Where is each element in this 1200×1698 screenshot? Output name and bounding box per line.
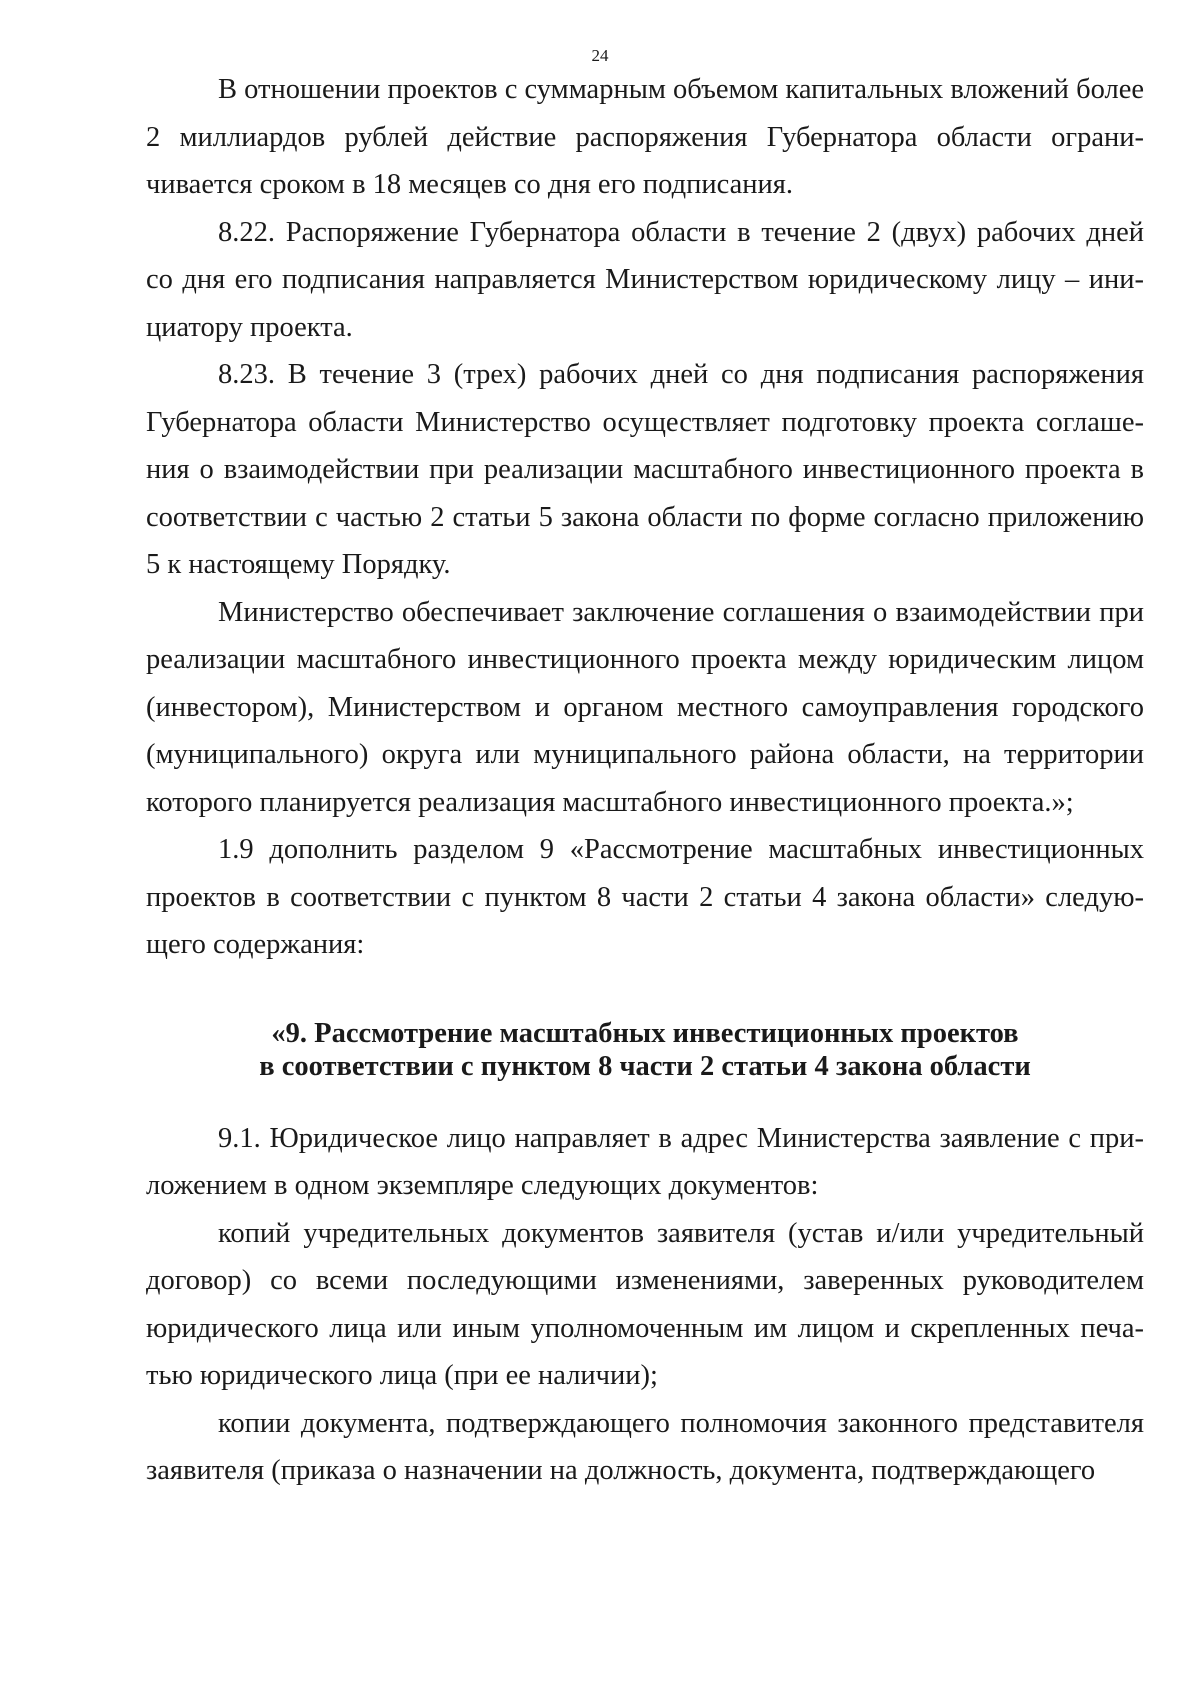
paragraph-representative-authority: копии документа, подтверждающего полномочия законного представителя заявителя (приказа о назначении на должность, документа, подтверждающего	[146, 1407, 1144, 1486]
section-9-heading	[146, 1017, 1144, 1083]
paragraph-8-23: 8.23. В течение 3 (трех) рабочих дней со дня подписания распоряжения Губернатора области Министерство осуществляет подготовку проекта соглашения о взаимодействии при реализации масштабного инвестиционного проекта в соответствии с частью 2 статьи 5 закона области по форме согласно приложению 5 к настоящему Порядку.	[146, 359, 1144, 580]
paragraph-ministry-agreement: Министерство обеспечивает заключение соглашения о взаимодействии при реализации масштабного инвестиционного проекта между юридическим лицом (инвестором), Министерством и органом местного самоуправления городского (муниципального) округа или муниципального района области, на территории которого планируется реализация масштабного инвестиционного проекта.»;	[146, 596, 1144, 818]
paragraph-capital-investment-limit: В отношении проектов с суммарным объемом капитальных вложений более 2 миллиардов рублей действие распоряжения Губернатора области ограничивается сроком в 18 месяцев со дня его подписания.	[146, 74, 1144, 200]
spacer	[146, 1083, 1144, 1115]
page-number: 24	[591, 46, 609, 65]
spacer	[146, 969, 1144, 1017]
paragraph-1-9: 1.9 дополнить разделом 9 «Рассмотрение масштабных инвестиционных проектов в соответствии с пунктом 8 части 2 статьи 4 закона области» следующего содержания:	[146, 834, 1144, 960]
section-heading-line-2: в соответствии с пунктом 8 части 2 статьи 4 закона области	[259, 1050, 1031, 1082]
document-body	[146, 66, 1144, 1495]
paragraph-8-22: 8.22. Распоряжение Губернатора области в течение 2 (двух) рабочих дней со дня его подписания направляется Министерством юридическому лицу – инициатору проекта.	[146, 216, 1144, 343]
section-heading-line-1: «9. Рассмотрение масштабных инвестиционных проектов	[271, 1017, 1019, 1049]
paragraph-charter-copies: копий учредительных документов заявителя (устав и/или учредительный договор) со всеми последующими изменениями, заверенных руководителем юридического лица или иным уполномоченным им лицом и скрепленных печатью юридического лица (при ее наличии);	[146, 1217, 1144, 1391]
paragraph-9-1: 9.1. Юридическое лицо направляет в адрес Министерства заявление с приложением в одном экземпляре следующих документов:	[146, 1122, 1144, 1201]
